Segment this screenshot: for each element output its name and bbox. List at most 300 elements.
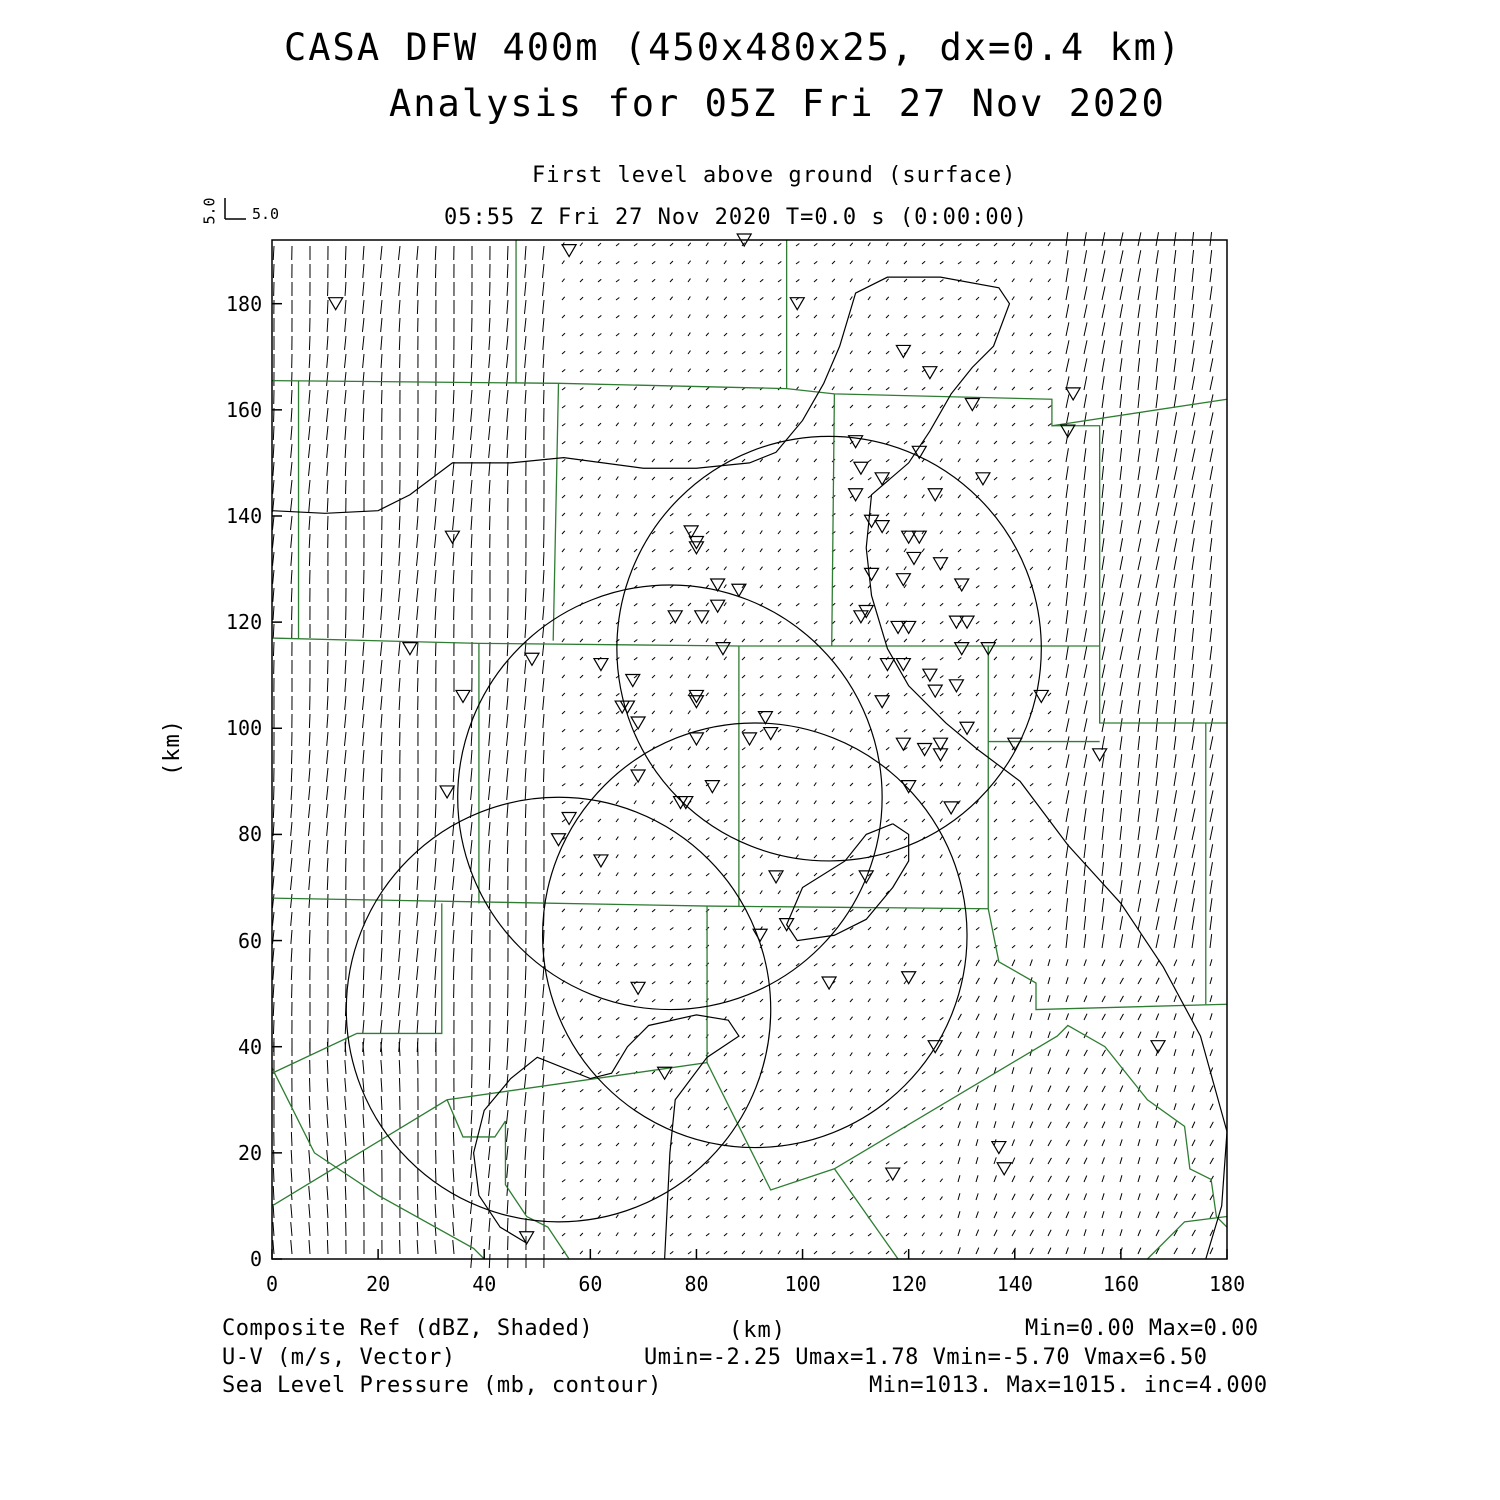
wind-vector [886,1197,889,1200]
wind-vector [742,1035,745,1038]
wind-vector [1102,898,1104,912]
wind-vector [363,408,364,422]
wind-vector [580,819,583,822]
wind-vector [1084,898,1086,912]
wind-vector [778,909,781,912]
wind-vector [778,1179,781,1182]
wind-vector [1030,639,1032,642]
wind-vector [670,999,673,1002]
wind-vector [598,1035,601,1038]
wind-vector [760,1233,763,1236]
wind-vector [994,675,997,678]
wind-vector [1174,232,1176,246]
wind-vector [634,459,636,462]
station-marker-icon [631,770,645,782]
wind-vector [562,387,565,390]
wind-vector [742,1107,745,1110]
wind-vector [670,261,673,264]
wind-vector [1210,304,1212,318]
wind-vector [670,549,673,552]
wind-vector [778,405,781,408]
wind-vector [994,387,996,390]
wind-vector [1030,315,1033,318]
wind-vector [524,1074,526,1088]
wind-vector [958,441,960,444]
x-tick-label: 100 [784,1272,821,1296]
wind-vector [886,441,889,444]
wind-vector [796,675,799,678]
wind-vector [616,819,618,822]
wind-vector [1156,1085,1158,1092]
reference-vector-x-label: 5.0 [252,205,280,223]
wind-vector [868,1125,871,1128]
wind-vector [850,351,852,354]
wind-vector [958,1139,960,1146]
wind-vector [652,1089,655,1092]
wind-vector [273,1240,274,1254]
wind-vector [904,1071,907,1074]
wind-vector [778,657,781,660]
wind-vector [399,660,400,674]
wind-vector [814,261,817,264]
wind-vector [850,639,853,642]
wind-vector [326,390,328,404]
wind-vector [598,459,601,462]
wind-vector [543,372,544,386]
wind-vector [1120,556,1123,570]
wind-vector [1210,826,1213,840]
wind-vector [796,1071,799,1074]
wind-vector [562,621,564,624]
wind-vector [453,1240,454,1254]
wind-vector [706,441,709,444]
wind-vector [940,729,943,732]
wind-vector [904,1179,907,1182]
wind-vector [832,1071,834,1074]
wind-vector [1012,1013,1014,1020]
wind-vector [796,1161,798,1164]
wind-vector [1120,466,1122,480]
wind-vector [994,819,997,822]
wind-vector [994,423,997,426]
wind-vector [1174,358,1176,372]
wind-vector [670,459,673,462]
wind-vector [688,1071,690,1074]
wind-vector [1048,279,1051,282]
wind-vector [1102,232,1105,246]
wind-vector [489,444,490,458]
wind-vector [868,927,871,930]
wind-vector [345,318,346,332]
wind-vector [1048,513,1051,516]
wind-vector [616,837,618,840]
wind-vector [760,855,763,858]
wind-vector [562,765,565,768]
wind-vector [760,963,763,966]
wind-vector [940,801,943,804]
wind-vector [1048,603,1050,606]
wind-vector [652,639,655,642]
wind-vector [562,549,565,552]
wind-vector [1192,232,1194,246]
wind-vector [1012,351,1014,354]
wind-vector [958,729,961,732]
wind-vector [598,909,600,912]
wind-vector [525,1020,526,1034]
wind-vector [616,1053,619,1056]
wind-vector [976,387,978,390]
wind-vector [525,1164,526,1178]
wind-vector [652,279,655,282]
wind-vector [381,1002,382,1016]
station-marker-icon [944,802,958,814]
wind-vector [291,948,292,962]
wind-vector [580,333,583,336]
wind-vector [562,1035,565,1038]
wind-vector [634,1143,637,1146]
wind-vector [1012,819,1015,822]
wind-vector [976,1121,978,1128]
wind-vector [345,678,346,692]
wind-vector [760,567,763,570]
wind-vector [742,909,744,912]
wind-vector [543,246,544,260]
wind-vector [345,768,346,782]
wind-vector [1084,1068,1087,1074]
wind-vector [399,282,400,296]
wind-vector [1030,351,1033,354]
wind-vector [1030,369,1033,372]
wind-vector [976,1103,978,1110]
wind-vector [742,657,745,660]
wind-vector [796,819,798,822]
wind-vector [940,387,943,390]
wind-vector [562,1233,565,1236]
wind-vector [525,984,526,998]
wind-vector [814,1179,816,1182]
wind-vector [1120,394,1122,408]
wind-vector [1174,978,1177,984]
wind-vector [363,732,364,746]
wind-vector [1048,1194,1051,1200]
wind-vector [724,783,727,786]
wind-vector [1012,711,1014,714]
wind-vector [381,354,382,368]
wind-vector [542,264,544,278]
wind-vector [1066,1140,1069,1146]
wind-vector [1066,646,1068,660]
wind-vector [1048,369,1051,372]
wind-vector [868,531,871,534]
wind-vector [850,945,853,948]
wind-vector [1192,844,1195,858]
wind-vector [706,1215,709,1218]
wind-vector [309,354,310,368]
wind-vector [1030,675,1032,678]
wind-vector [1120,304,1123,318]
wind-vector [706,351,709,354]
wind-vector [724,1197,727,1200]
wind-vector [1120,484,1122,498]
wind-vector [634,513,637,516]
wind-vector [670,1233,673,1236]
wind-vector [435,462,436,476]
wind-vector [886,315,889,318]
wind-vector [345,1020,346,1034]
wind-vector [1138,682,1140,696]
wind-vector [832,1179,835,1182]
station-marker-icon [934,558,948,570]
wind-vector [832,261,835,264]
y-tick-label: 120 [226,610,263,635]
wind-vector [760,315,763,318]
wind-vector [760,675,763,678]
wind-vector [760,729,763,732]
wind-vector [1084,394,1087,408]
wind-vector [1102,466,1104,480]
wind-vector [1102,592,1105,606]
wind-vector [1156,232,1158,246]
wind-vector [471,372,472,386]
wind-vector [1138,466,1140,480]
wind-vector [1192,700,1194,714]
wind-vector [940,531,943,534]
wind-vector [1156,412,1158,426]
wind-vector [598,1017,601,1020]
wind-vector [850,801,853,804]
wind-vector [562,531,565,534]
wind-vector [850,567,853,570]
wind-vector [886,279,889,282]
wind-vector [724,981,726,984]
wind-vector [796,999,799,1002]
wind-vector [940,405,943,408]
wind-vector [1192,808,1195,822]
wind-vector [922,963,925,966]
station-marker-icon [896,738,910,750]
wind-vector [1030,243,1032,246]
wind-vector [1030,729,1033,732]
wind-vector [1012,909,1015,912]
wind-vector [598,1161,601,1164]
wind-vector [922,603,925,606]
wind-vector [308,426,310,440]
station-marker-icon [976,473,990,485]
wind-vector [1066,574,1068,588]
wind-vector [922,1161,925,1164]
wind-vector [886,567,888,570]
wind-vector [904,837,907,840]
wind-vector [706,387,709,390]
wind-vector [598,567,601,570]
wind-vector [471,750,472,764]
wind-vector [940,1053,943,1056]
wind-vector [1102,1050,1105,1056]
wind-vector [814,531,817,534]
wind-vector [670,873,673,876]
wind-vector [634,549,637,552]
wind-vector [616,423,619,426]
wind-vector [1102,412,1104,426]
wind-vector [670,801,673,804]
wind-vector [1012,495,1015,498]
wind-vector [399,588,400,602]
wind-vector [922,639,925,642]
wind-vector [778,279,781,282]
wind-vector [922,567,925,570]
wind-vector [1192,826,1195,840]
wind-vector [724,567,726,570]
wind-vector [958,1247,960,1254]
wind-vector [652,549,655,552]
wind-vector [706,729,709,732]
wind-vector [598,1143,601,1146]
wind-vector [940,297,943,300]
wind-vector [940,819,942,822]
wind-vector [1210,880,1212,894]
wind-vector [580,297,583,300]
wind-vector [778,297,781,300]
y-tick-label: 160 [226,397,263,422]
wind-vector [507,678,508,692]
wind-vector [1120,628,1123,642]
wind-vector [598,1179,601,1182]
wind-vector [778,351,781,354]
wind-vector [1156,736,1158,750]
wind-vector [1102,394,1104,408]
wind-vector [724,1215,727,1218]
wind-vector [1048,387,1051,390]
wind-vector [976,459,979,462]
wind-vector [580,1251,583,1254]
wind-vector [1030,513,1033,516]
wind-vector [1102,610,1105,624]
wind-vector [1174,995,1176,1002]
wind-vector [273,858,274,872]
wind-vector [562,567,564,570]
wind-vector [1048,477,1051,480]
wind-vector [1030,495,1033,498]
wind-vector [1030,1212,1033,1218]
wind-vector [904,927,906,930]
wind-vector [1138,520,1141,534]
station-marker-icon [668,611,682,623]
wind-vector [580,387,583,390]
wind-vector [1138,862,1140,876]
wind-vector [994,333,996,336]
wind-vector [616,927,619,930]
wind-vector [381,390,382,404]
wind-vector [562,873,565,876]
wind-vector [1120,538,1123,552]
station-marker-icon [631,717,645,729]
wind-vector [778,621,781,624]
wind-vector [994,873,997,876]
wind-vector [580,531,582,534]
wind-vector [1102,844,1104,858]
wind-vector [778,747,781,750]
wind-vector [489,318,490,332]
wind-vector [309,912,310,926]
wind-vector [742,729,745,732]
wind-vector [435,1222,436,1236]
wind-vector [525,606,526,620]
wind-vector [525,354,526,368]
wind-vector [524,714,526,728]
wind-vector [598,297,601,300]
wind-vector [634,333,637,336]
wind-vector [670,621,673,624]
wind-vector [1048,765,1051,768]
wind-vector [706,333,709,336]
wind-vector [1138,610,1141,624]
wind-vector [994,729,996,732]
wind-vector [742,765,745,768]
pressure-contour-line [474,1015,739,1259]
wind-vector [1120,520,1122,534]
wind-vector [1120,322,1122,336]
wind-vector [327,858,328,872]
wind-vector [742,1215,745,1218]
wind-vector [958,603,961,606]
wind-vector [1192,1104,1195,1110]
wind-vector [616,459,618,462]
wind-vector [1030,549,1033,552]
wind-vector [922,945,925,948]
wind-vector [381,714,382,728]
wind-vector [850,837,853,840]
station-marker-icon [769,871,783,883]
wind-vector [778,1251,780,1254]
wind-vector [1012,873,1015,876]
wind-vector [652,1053,655,1056]
station-marker-icon [902,781,916,793]
wind-vector [652,657,655,660]
wind-vector [1030,1176,1033,1182]
wind-vector [1030,783,1033,786]
wind-vector [380,1020,382,1034]
wind-vector [363,588,364,602]
wind-vector [670,639,673,642]
wind-vector [327,750,328,764]
wind-vector [652,693,655,696]
wind-vector [1066,682,1069,696]
station-marker-icon [875,696,889,708]
wind-vector [562,477,565,480]
wind-vector [273,804,274,818]
wind-vector [724,963,726,966]
wind-vector [489,750,490,764]
wind-vector [670,387,672,390]
wind-vector [1012,945,1015,948]
wind-vector [814,1107,817,1110]
wind-vector [1102,718,1105,732]
wind-vector [1120,682,1123,696]
wind-vector [598,405,601,408]
wind-vector [922,315,925,318]
station-marker-icon [525,653,539,665]
wind-vector [1102,448,1104,462]
wind-vector [742,441,745,444]
wind-vector [670,297,673,300]
wind-vector [742,351,745,354]
wind-vector [1138,1121,1140,1128]
wind-vector [922,1125,925,1128]
wind-vector [1120,286,1123,300]
wind-vector [796,927,799,930]
wind-vector [850,1143,853,1146]
wind-vector [273,606,274,620]
